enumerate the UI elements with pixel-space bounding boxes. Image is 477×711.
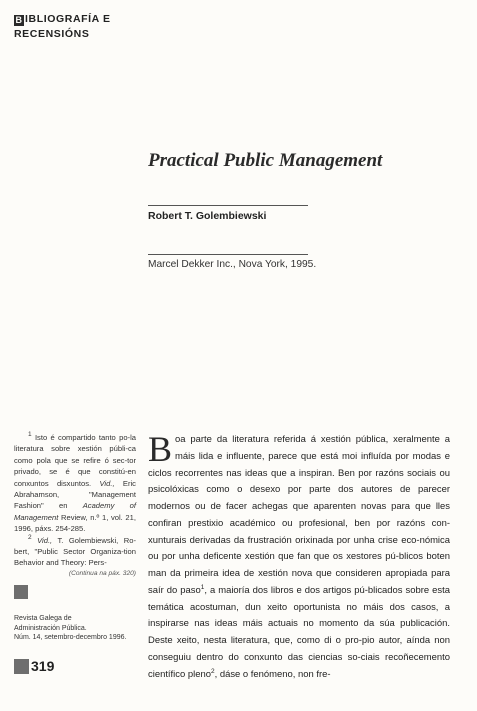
footnote-1-marker: 1 — [28, 431, 32, 438]
page-number-block — [14, 657, 54, 675]
body-text-a: oa parte da literatura referida á xestión pública, xeralmente a máis lida e influente, parece que está moi influída por modas e ciclos recorrentes nas ideas que a inspiran. Ben por razóns sociais ou psicolóxicas como o desexo por parte dos autores de parecer modernos ou de facer achegas que aparenten novas para que lles confiran prestixio académico ou profesional, ben por razóns con-xunturais derivadas da frustración orixinada por unha crise eco-nómica ou por unha deficente xestión que fan que os xestores pú-blicos boten man da primeira idea de xestión nova que consideren apropiada para saír do paso — [148, 434, 450, 596]
section-header-line-2: RECENSIÓNS — [14, 28, 90, 40]
body-footnote-ref-2: 2 — [210, 667, 215, 675]
footnotes — [14, 432, 136, 579]
body-footnote-ref-1: 1 — [200, 583, 205, 591]
footnote-continued: (Continua na páx. 320) — [68, 569, 136, 577]
book-author: Robert T. Golembiewski — [148, 210, 267, 222]
footnote-2-marker: 2 — [28, 533, 32, 541]
footnote-1-journal: Academy of Management — [14, 501, 136, 522]
footnote-1-text: Isto é compartido tanto po-la literatura sobre xestión públi-ca como pola que se refire ó sec-tor privado, se é que constitú-en conxuntos disxuntos. — [14, 433, 136, 488]
section-header-text-1: IBLIOGRAFÍA E — [25, 13, 111, 25]
section-header — [14, 12, 111, 42]
publication-rule — [148, 254, 308, 255]
decorative-square — [14, 585, 28, 599]
page-number-box — [14, 659, 29, 674]
section-initial-box: B — [15, 15, 23, 25]
footnote-1 — [14, 432, 136, 535]
body-text-b: , a maioría dos libros e dos artigos pú-blicados sobre esta temática acostuman, dun xeito oportunista no máis dos casos, a inspirarse nas ideas máis actuais no momento da súa publicación. Deste xeito, nesta literatura, que, como di o pro-pio autor, aínda non conseguiu dentro do conxunto das ciencias so-ciais recoñecemento científico pleno — [148, 584, 450, 680]
section-header-line-1 — [14, 12, 111, 27]
book-title: Practical Public Management — [148, 150, 383, 171]
footnote-1-ref-a: Eric Abrahamson, "Management Fashion" en — [14, 478, 136, 511]
journal-line-2: Administración Pública. — [14, 624, 87, 632]
page-number: 319 — [31, 658, 55, 674]
body-text-c: , dáse o fenómeno, non fre- — [214, 668, 331, 680]
journal-info — [14, 614, 144, 643]
footnote-2 — [14, 535, 136, 569]
body-text — [148, 429, 450, 683]
book-publication: Marcel Dekker Inc., Nova York, 1995. — [148, 259, 317, 270]
footnote-2-vid: Vid., — [37, 535, 53, 545]
footnote-2-text: T. Golembiewski, Ro-bert, "Public Sector Organiza-tion Behavior and Theory: Pers- — [14, 535, 136, 568]
footnote-1-vid: Vid., — [99, 478, 115, 488]
journal-line-1: Revista Galega de — [14, 615, 72, 622]
drop-cap: B — [148, 429, 173, 469]
author-rule — [148, 205, 308, 206]
footnote-1-ref-b: Review, n.º 1, vol. 21, 1996, páxs. 254-285. — [14, 512, 136, 534]
journal-line-3: Núm. 14, setembro-decembro 1996. — [14, 634, 127, 641]
